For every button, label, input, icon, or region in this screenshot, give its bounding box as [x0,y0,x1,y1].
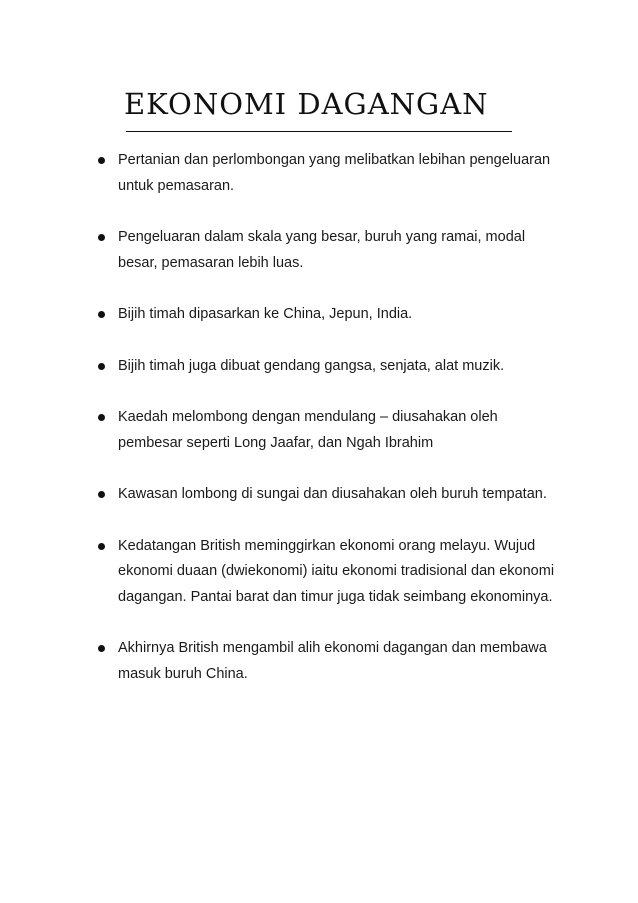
list-item-text: Pertanian dan perlombongan yang melibatkan lebihan pengeluaran untuk pemasaran. [118,152,551,194]
page-title: EKONOMI DAGANGAN [124,87,489,121]
list-item-text: Akhirnya British mengambil alih ekonomi dagangan dan membawa masuk buruh China. [118,640,547,682]
bullet-dot-icon [98,157,105,164]
list-item [95,302,565,328]
bullet-dot-icon [98,363,105,370]
bullet-dot-icon [98,414,105,421]
list-item-text: Bijih timah juga dibuat gendang gangsa, senjata, alat muzik. [118,357,505,374]
bullet-dot-icon [98,491,105,498]
bullet-list [95,148,565,713]
bullet-dot-icon [98,234,105,241]
bullet-dot-icon [98,645,105,652]
list-item-text: Bijih timah dipasarkan ke China, Jepun, India. [118,306,413,322]
list-item-text: Kedatangan British meminggirkan ekonomi orang melayu. Wujud ekonomi duaan (dwiekonomi) iaitu ekonomi tradisional dan ekonomi dagangan. Pantai barat dan timur juga tidak seimbang ekonominya. [118,537,555,605]
list-item-text: Kawasan lombong di sungai dan diusahakan oleh buruh tempatan. [118,486,547,502]
list-item [95,534,565,611]
list-item-text: Pengeluaran dalam skala yang besar, buruh yang ramai, modal besar, pemasaran lebih luas. [118,229,526,271]
list-item [95,482,565,508]
list-item [95,225,565,276]
title-underline [126,131,512,132]
list-item [95,405,565,456]
list-item [95,354,565,380]
list-item [95,148,565,199]
bullet-dot-icon [98,543,105,550]
bullet-dot-icon [98,311,105,318]
list-item-text: Kaedah melombong dengan mendulang – diusahakan oleh pembesar seperti Long Jaafar, dan Ngah Ibrahim [118,409,498,451]
list-item [95,636,565,687]
